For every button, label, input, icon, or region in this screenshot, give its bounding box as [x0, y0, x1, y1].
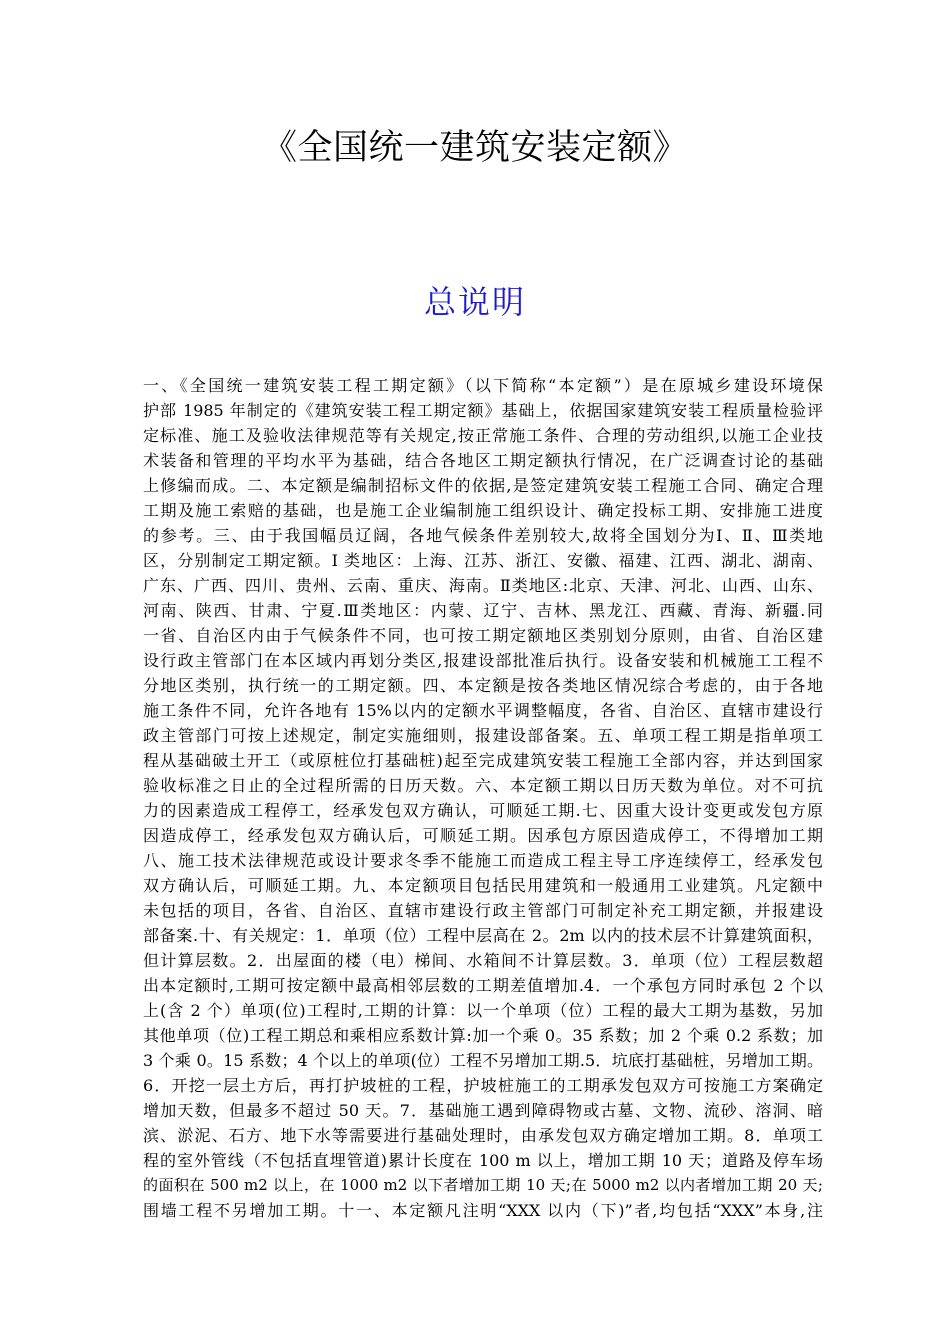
body-line: 力的因素造成工程停工，经承发包双方确认，可顺延工期.七、因重大设计变更或发包方原: [143, 801, 823, 820]
body-line: 出本定额时,工期可按定额中最高相邻层数的工期差值增加.4．一个承包方同时承包 2 个以: [143, 976, 823, 995]
body-line: 其他单项（位)工程工期总和乘相应系数计算:加一个乘 0。35 系数；加 2 个乘 0.2 系数；加: [143, 1026, 823, 1045]
body-line: 上修编而成。二、本定额是编制招标文件的依据,是签定建筑安装工程施工合同、确定合理: [143, 476, 823, 495]
section-heading: 总说明: [423, 283, 526, 321]
body-text: [143, 373, 823, 1223]
body-line: 河南、陕西、甘肃、宁夏.Ⅲ类地区：内蒙、辽宁、吉林、黑龙江、西藏、青海、新疆.同: [143, 601, 823, 620]
body-line: 广东、广西、四川、贵州、云南、重庆、海南。Ⅱ类地区:北京、天津、河北、山西、山东、: [143, 576, 823, 595]
body-line: 护部 1985 年制定的《建筑安装工程工期定额》基础上，依据国家建筑安装工程质量检验评: [143, 401, 823, 420]
body-line: 增加天数，但最多不超过 50 天。7．基础施工遇到障碍物或古墓、文物、流砂、溶洞、暗: [143, 1101, 823, 1120]
body-line: 程从基础破土开工（或原桩位打基础桩)起至完成建筑安装工程施工全部内容，并达到国家: [143, 751, 823, 770]
body-line: 验收标准之日止的全过程所需的日历天数。六、本定额工期以日历天数为单位。对不可抗: [143, 776, 823, 795]
body-line: 程的室外管线（不包括直埋管道)累计长度在 100 m 以上，增加工期 10 天；道路及停车场: [143, 1151, 823, 1170]
body-line: 八、施工技术法律规范或设计要求冬季不能施工而造成工程主导工序连续停工，经承发包: [143, 851, 823, 870]
body-line: 政主管部门可按上述规定，制定实施细则，报建设部备案。五、单项工程工期是指单项工: [143, 726, 823, 745]
body-line: 的参考。三、由于我国幅员辽阔，各地气候条件差别较大,故将全国划分为Ⅰ、Ⅱ、Ⅲ类地: [143, 526, 823, 545]
body-line: 工期及施工索赔的基础，也是施工企业编制施工组织设计、确定投标工期、安排施工进度: [143, 501, 823, 520]
body-line: 6．开挖一层土方后，再打护坡桩的工程，护坡桩施工的工期承发包双方可按施工方案确定: [143, 1076, 823, 1095]
body-line: 一省、自治区内由于气候条件不同，也可按工期定额地区类别划分原则，由省、自治区建: [143, 626, 823, 645]
body-line: 双方确认后，可顺延工期。九、本定额项目包括民用建筑和一般通用工业建筑。凡定额中: [143, 876, 823, 895]
body-line: 分地区类别，执行统一的工期定额。四、本定额是按各类地区情况综合考虑的，由于各地: [143, 676, 823, 695]
body-line: 定标准、施工及验收法律规范等有关规定,按正常施工条件、合理的劳动组织,以施工企业技: [143, 426, 823, 445]
body-line: 施工条件不同，允许各地有 15%以内的定额水平调整幅度，各省、自治区、直辖市建设行: [143, 701, 823, 720]
body-line: 区，分别制定工期定额。I 类地区：上海、江苏、浙江、安徽、福建、江西、湖北、湖南、: [143, 551, 823, 570]
body-line: 因造成停工，经承发包双方确认后，可顺延工期。因承包方原因造成停工，不得增加工期: [143, 826, 823, 845]
body-line: 一、《全国统一建筑安装工程工期定额》（以下简称“本定额”）是在原城乡建设环境保: [143, 376, 823, 395]
body-line: 术装备和管理的平均水平为基础，结合各地区工期定额执行情况，在广泛调查讨论的基础: [143, 451, 823, 470]
body-line: 部备案.十、有关规定：1．单项（位）工程中层高在 2。2m 以内的技术层不计算建筑面积，: [143, 926, 823, 945]
body-line: 的面积在 500 m2 以上，在 1000 m2 以下者增加工期 10 天;在 5000 m2 以内者增加工期 20 天;: [143, 1176, 823, 1194]
body-line: 围墙工程不另增加工期。十一、本定额凡注明“XXX 以内（下)”者,均包括“XXX”本身,注: [143, 1201, 823, 1220]
body-line: 未包括的项目，各省、自治区、直辖市建设行政主管部门可制定补充工期定额，并报建设: [143, 901, 823, 920]
body-line: 但计算层数。2．出屋面的楼（电）梯间、水箱间不计算层数。3．单项（位）工程层数超: [143, 951, 823, 970]
body-line: 3 个乘 0。15 系数；4 个以上的单项(位）工程不另增加工期.5．坑底打基础桩，另增加工期。: [143, 1051, 823, 1070]
body-line: 滨、淤泥、石方、地下水等需要进行基础处理时，由承发包双方确定增加工期。8．单项工: [143, 1126, 823, 1145]
document-title: 《全国统一建筑安装定额》: [261, 128, 688, 168]
body-line: 上(含 2 个）单项(位)工程时,工期的计算：以一个单项（位）工程的最大工期为基数，另加: [143, 1001, 823, 1020]
body-line: 设行政主管部门在本区域内再划分类区,报建设部批准后执行。设备安装和机械施工工程不: [143, 651, 823, 670]
